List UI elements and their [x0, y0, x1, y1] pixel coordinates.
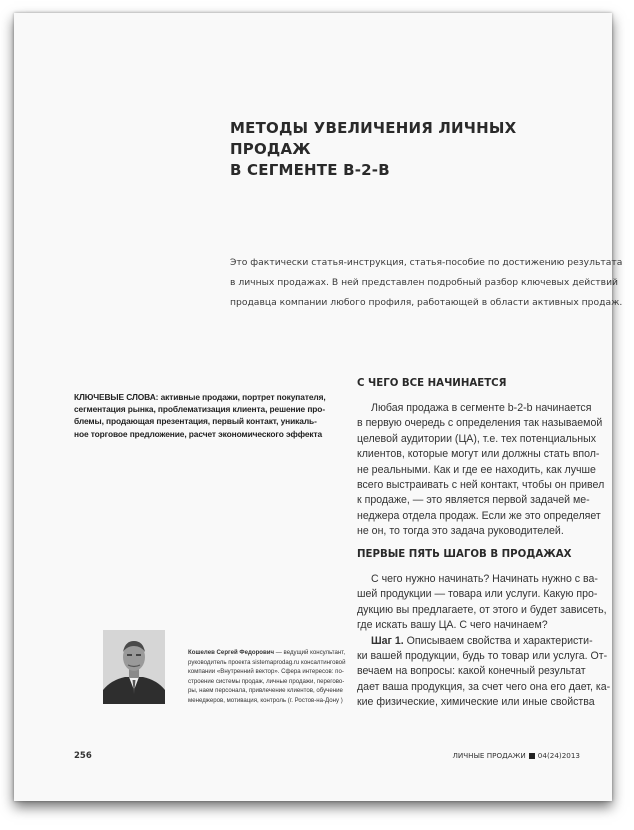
author-bio [188, 648, 348, 706]
article-lead [230, 253, 623, 313]
author-role: — ведущий консультант, [274, 649, 346, 656]
lead-line: продавца компании любого профиля, работающей в области активных продаж. [230, 297, 623, 308]
page-number: 256 [74, 751, 92, 761]
keywords-line: блемы, продающая презентация, первый контакт, уникаль- [74, 416, 317, 427]
step-label: Шаг 1. [371, 634, 404, 647]
section-heading: С ЧЕГО ВСЕ НАЧИНАЕТСЯ [357, 378, 507, 389]
author-line [188, 648, 348, 658]
body-line: в первую очередь с определения так называемой [357, 417, 603, 430]
keywords-line: сегментация рынка, проблематизация клиента, решение про- [74, 404, 326, 415]
lead-line: Это фактически статья-инструкция, статья-пособие по достижению результата [230, 257, 623, 268]
title-line: В СЕГМЕНТЕ B-2-B [230, 161, 390, 179]
journal-issue: 04(24)2013 [537, 751, 580, 760]
author-line: ры, наем персонала, привлечение клиентов, обучение [188, 687, 343, 695]
lead-line: в личных продажах. В ней представлен подробный разбор ключевых действий [230, 277, 619, 288]
body-line: Любая продажа в сегменте b-2-b начинается [371, 402, 592, 414]
body-line: кие физические, химические или иные свойства [357, 696, 595, 709]
author-line: менеджеров, мотивация, контроль (г. Ростов-на-Дону ) [188, 696, 343, 704]
keywords-line: ное торговое предложение, расчет экономического эффекта [74, 428, 323, 439]
body-line: шей продукции — товара или услуги. Какую про- [357, 588, 598, 601]
body-line: С чего нужно начинать? Начинать нужно с ва- [371, 573, 598, 585]
keywords-block [74, 391, 334, 440]
body-line: всего выстраивать с ней контакт, чтобы он привел [357, 479, 605, 492]
body-line: дает ваша продукция, за счет чего она его дает, ка- [357, 680, 611, 693]
journal-name: ЛИЧНЫЕ ПРОДАЖИ [452, 751, 526, 760]
body-line: где искать вашу ЦА. С чего начинаем? [357, 619, 548, 632]
body-line: неджера отдела продаж. Если же это определяет [357, 509, 601, 522]
body-line: ки вашей продукции, будь то товар или услуга. От- [357, 650, 608, 663]
body-line: к продаже, — это является первой задачей ме- [357, 494, 590, 507]
section-start [357, 378, 605, 540]
body-line: дукцию вы предлагаете, от этого и будет зависеть, [357, 603, 607, 616]
article-title [230, 118, 590, 181]
body-line: вечаем на вопросы: какой конечный результат [357, 665, 586, 678]
magazine-page [14, 13, 623, 801]
journal-footer [452, 751, 580, 760]
author-line: компании «Внутренний вектор». Сфера интересов: по- [188, 668, 344, 676]
section-heading: ПЕРВЫЕ ПЯТЬ ШАГОВ В ПРОДАЖАХ [357, 549, 572, 560]
body-line [357, 634, 597, 649]
section-body [357, 401, 605, 540]
square-bullet-icon [529, 753, 535, 759]
body-line: не он, то тогда это задача руководителей. [357, 525, 564, 538]
author-name: Кошелев Сергей Федорович [188, 649, 275, 656]
author-line: руководитель проекта sistemaprodag.ru консалтинговой [188, 658, 346, 666]
author-line: строение системы продаж, личные продажи, перегово- [188, 677, 345, 685]
body-line: целевой аудитории (ЦА), т.е. тех потенциальных [357, 432, 597, 445]
section-five-steps [357, 549, 611, 711]
body-line: не реальными. Как и где ее находить, как лучше [357, 463, 596, 476]
step-text: Описываем свойства и характеристи- [403, 634, 593, 647]
author-portrait-image [103, 630, 165, 704]
keywords-line: КЛЮЧЕВЫЕ СЛОВА: активные продажи, портрет покупателя, [74, 392, 326, 402]
section-body [357, 572, 611, 711]
body-line: клиентов, которые могут или должны стать впол- [357, 448, 600, 461]
title-line: МЕТОДЫ УВЕЛИЧЕНИЯ ЛИЧНЫХ ПРОДАЖ [230, 119, 517, 158]
author-photo [103, 630, 165, 704]
